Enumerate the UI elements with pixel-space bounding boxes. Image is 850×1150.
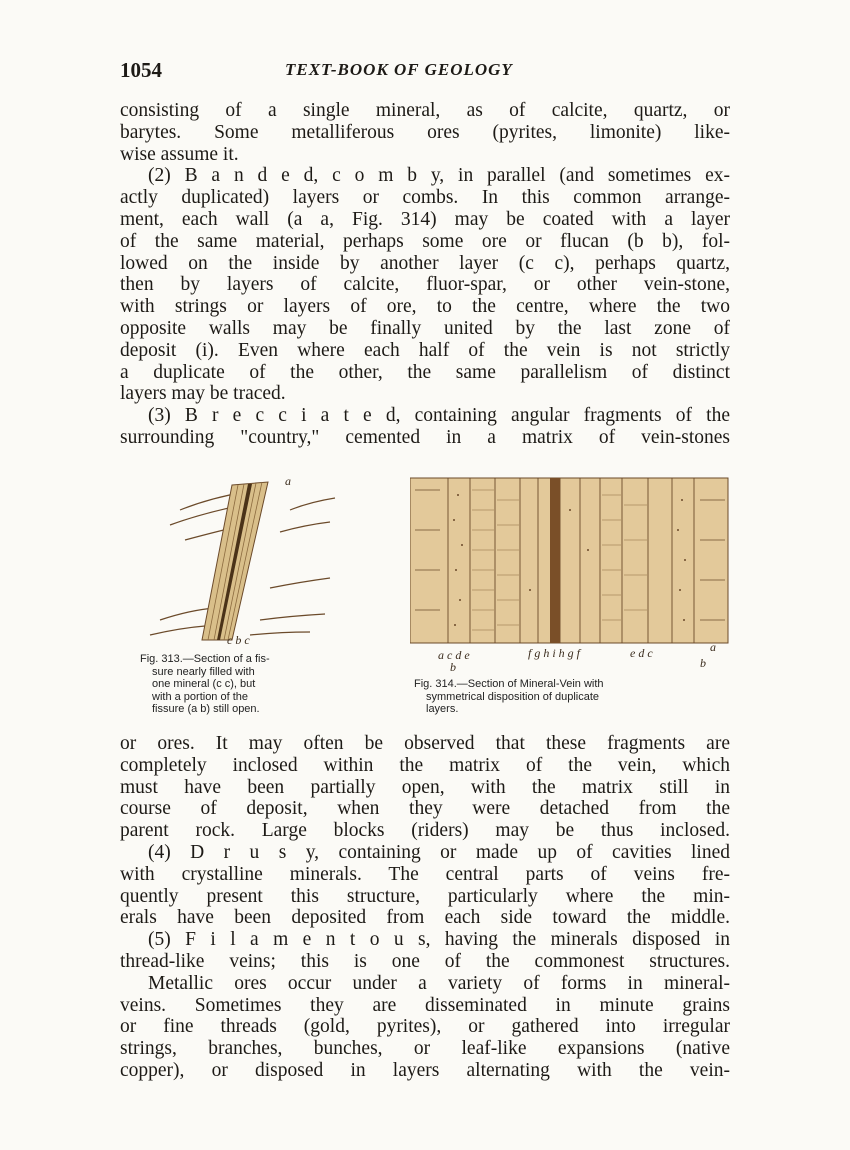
text-line: actly duplicated) layers or combs. In this common arrange-: [120, 187, 730, 209]
text-line: strings, branches, bunches, or leaf-like expansions (native: [120, 1038, 730, 1060]
text-line: (3) B r e c c i a t e d, containing angular fragments of the: [148, 405, 730, 427]
text-line: or ores. It may often be observed that these fragments are: [120, 733, 730, 754]
page-number: 1054: [120, 58, 162, 82]
fig313-labels-cbc: c b c: [227, 633, 250, 647]
caption-line: Fig. 313.—Section of a fis-: [140, 653, 270, 665]
text-line: wise assume it.: [120, 143, 239, 165]
text-line: must have been partially open, with the matrix still in: [120, 776, 730, 798]
fissure-section-illustration: [140, 470, 340, 650]
text-line: veins. Sometimes they are disseminated in minute grains: [120, 994, 730, 1016]
text-line: layers may be traced.: [120, 383, 286, 405]
fig314-letter-b-right: b: [700, 656, 706, 670]
fig313-caption: [140, 653, 350, 716]
text-line: completely inclosed within the matrix of the vein, which: [120, 754, 730, 776]
text-line: with crystalline minerals. The central parts of veins fre-: [120, 863, 730, 885]
body-text-bottom: [120, 733, 730, 1082]
text-line: (2) B a n d e d, c o m b y, in parallel (and sometimes ex-: [148, 165, 730, 187]
page-header: [120, 58, 730, 86]
figure-314: [410, 470, 730, 720]
text-line: surrounding "country," cemented in a matrix of vein-stones: [120, 426, 730, 448]
mineral-vein-illustration: [410, 470, 730, 650]
text-line: (5) F i l a m e n t o u s, having the minerals disposed in: [148, 929, 730, 951]
text-line: of the same material, perhaps some ore or flucan (b b), fol-: [120, 230, 730, 252]
text-line: erals have been deposited from each side toward the middle.: [120, 907, 730, 929]
caption-line: Fig. 314.—Section of Mineral-Vein with: [414, 678, 604, 690]
text-line: ment, each wall (a a, Fig. 314) may be coated with a layer: [120, 208, 730, 230]
fig313-label-a: a: [285, 474, 291, 488]
text-line: deposit (i). Even where each half of the vein is not strictly: [120, 339, 730, 361]
figures-area: [120, 470, 730, 730]
fig314-letters-mid: f g h i h g f: [528, 646, 581, 660]
caption-line: with a portion of the: [152, 690, 249, 703]
text-line: a duplicate of the other, the same parallelism of distinct: [120, 361, 730, 383]
fig314-letter-b-left: b: [450, 660, 456, 674]
text-line: thread-like veins; this is one of the commonest structures.: [120, 950, 730, 972]
text-line: with strings or layers of ore, to the centre, where the two: [120, 296, 730, 318]
caption-line: layers.: [426, 703, 459, 715]
text-line: then by layers of calcite, fluor-spar, or other vein-stone,: [120, 274, 730, 296]
text-line: copper), or disposed in layers alternating with the vein-: [120, 1059, 730, 1081]
text-line: consisting of a single mineral, as of calcite, quartz, or: [120, 100, 730, 121]
text-line: quently present this structure, particularly where the min-: [120, 885, 730, 907]
text-line: course of deposit, when they were detached from the: [120, 798, 730, 820]
fig314-letter-a-right: a: [710, 640, 716, 654]
body-text-top: [120, 100, 730, 449]
caption-line: symmetrical disposition of duplicate: [426, 690, 600, 703]
text-line: (4) D r u s y, containing or made up of cavities lined: [148, 841, 730, 863]
caption-line: fissure (a b) still open.: [152, 703, 260, 715]
caption-line: one mineral (c c), but: [152, 678, 256, 690]
text-line: or fine threads (gold, pyrites), or gathered into irregular: [120, 1016, 730, 1038]
text-line: opposite walls may be finally united by the last zone of: [120, 317, 730, 339]
fig314-caption: [414, 678, 714, 716]
text-line: lowed on the inside by another layer (c c), perhaps quartz,: [120, 252, 730, 274]
text-line: parent rock. Large blocks (riders) may be thus inclosed.: [120, 820, 730, 842]
text-line: Metallic ores occur under a variety of forms in mineral-: [148, 972, 730, 994]
figure-313: [140, 470, 340, 715]
caption-line: sure nearly filled with: [152, 665, 255, 678]
fig314-letters-left: a c d e: [438, 648, 470, 662]
text-line: barytes. Some metalliferous ores (pyrites, limonite) like-: [120, 121, 730, 143]
fig314-letters-right: e d c: [630, 646, 653, 660]
running-title: TEXT-BOOK OF GEOLOGY: [285, 60, 513, 79]
